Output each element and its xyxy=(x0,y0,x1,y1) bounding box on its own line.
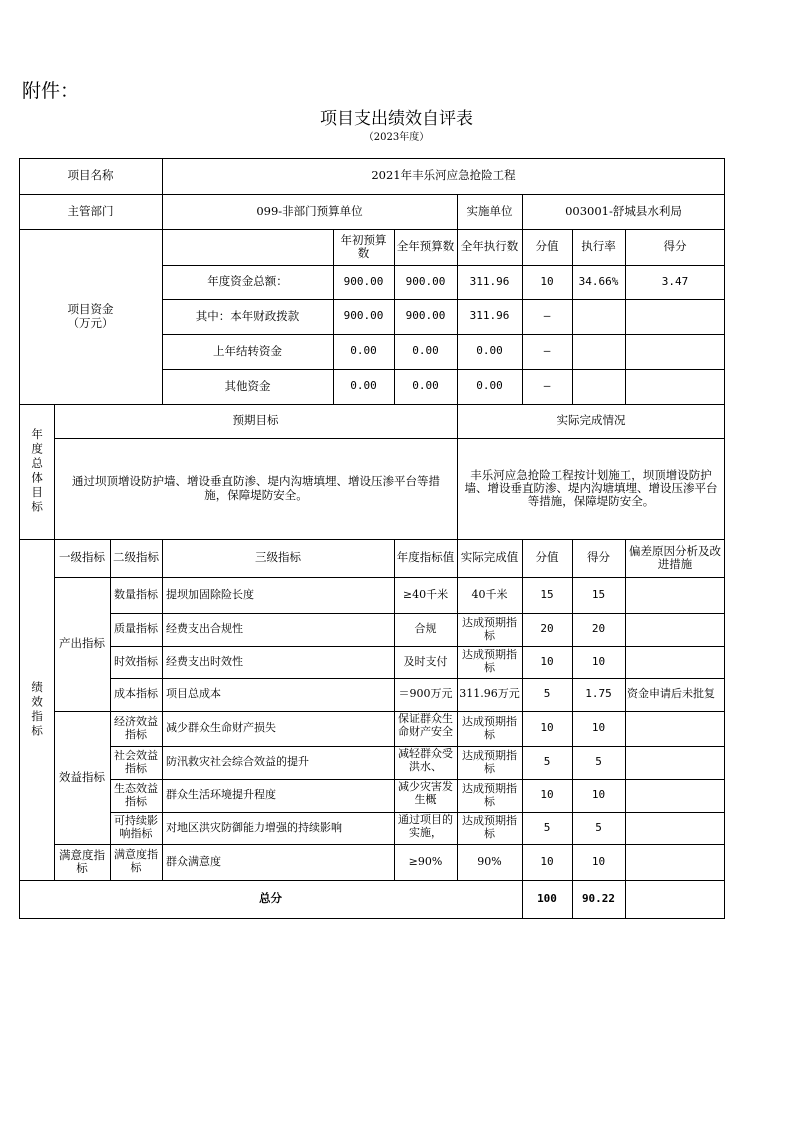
goals-label: 年度总体目标 xyxy=(30,428,45,515)
perf-header-target: 年度指标值 xyxy=(396,550,455,565)
funds-row-rate xyxy=(572,299,625,334)
perf-row-value: 10 xyxy=(540,654,554,668)
perf-row-value: 20 xyxy=(540,622,554,636)
funds-header-initial: 年初预算数 xyxy=(340,232,387,260)
funds-row-annual: 0.00 xyxy=(412,344,439,358)
perf-row-actual: 达成预期指标 xyxy=(462,615,517,642)
perf-row-actual: 达成预期指标 xyxy=(462,814,517,840)
funds-row-executed: 0.00 xyxy=(476,344,503,358)
funds-row-score-value: — xyxy=(543,309,551,323)
perf-row-deviation xyxy=(625,711,725,746)
perf-row-level2: 可持续影响指标 xyxy=(114,814,158,840)
perf-row-score: 10 xyxy=(591,788,606,802)
goals-expected-text: 通过坝顶增设防护墙、增设垂直防渗、堤内沟塘填埋、增设压渗平台等措施，保障堤防安全。 xyxy=(72,474,440,502)
total-value: 100 xyxy=(537,891,557,905)
perf-row-level2: 生态效益指标 xyxy=(114,781,158,808)
funds-row-rate: 34.66% xyxy=(578,274,619,288)
perf-row-target: 及时支付 xyxy=(403,654,448,668)
perf-row-score: 5 xyxy=(595,755,602,769)
perf-row-level3: 减少群众生命财产损失 xyxy=(166,721,276,735)
perf-row-score: 10 xyxy=(591,721,606,735)
attachment-label: 附件： xyxy=(22,80,80,102)
perf-level1-benefit: 效益指标 xyxy=(59,769,105,784)
perf-row-level2: 成本指标 xyxy=(114,687,158,701)
impl-label: 实施单位 xyxy=(466,203,513,218)
perf-row-deviation xyxy=(625,779,725,812)
perf-row-actual: 达成预期指标 xyxy=(462,714,517,741)
perf-row-deviation xyxy=(625,577,725,613)
funds-header-score-value: 分值 xyxy=(535,239,559,254)
perf-row-level2: 时效指标 xyxy=(114,654,158,668)
funds-row-executed: 311.96 xyxy=(469,274,510,288)
funds-row-score-value: 10 xyxy=(540,274,554,288)
funds-row-rate xyxy=(572,369,625,404)
perf-row-score: 10 xyxy=(591,654,606,668)
funds-row-score xyxy=(625,334,725,369)
perf-row-deviation xyxy=(625,646,725,678)
funds-label-line2: （万元） xyxy=(67,315,114,330)
funds-row-executed: 311.96 xyxy=(469,309,510,323)
perf-row-actual: 90% xyxy=(477,854,502,868)
funds-header-rate: 执行率 xyxy=(581,239,616,254)
perf-row-level3: 防汛救灾社会综合效益的提升 xyxy=(166,755,309,769)
perf-row-level3: 经费支出合规性 xyxy=(166,622,243,636)
total-label: 总分 xyxy=(259,891,282,906)
perf-row-level2: 数量指标 xyxy=(114,587,158,601)
perf-row-deviation xyxy=(625,812,725,844)
funds-label xyxy=(19,229,162,404)
project-name-label: 项目名称 xyxy=(67,168,114,183)
perf-row-deviation xyxy=(625,844,725,880)
perf-header-actual: 实际完成值 xyxy=(460,550,519,565)
funds-row-initial: 0.00 xyxy=(350,344,377,358)
funds-row-label: 其他资金 xyxy=(224,378,271,393)
perf-row-deviation xyxy=(625,746,725,779)
dept-value: 099-非部门预算单位 xyxy=(256,203,363,218)
perf-row-value: 5 xyxy=(543,755,551,769)
perf-row-level3: 群众生活环境提升程度 xyxy=(166,788,276,802)
funds-row-score-value: — xyxy=(543,379,551,393)
performance-label: 绩效指标 xyxy=(30,680,45,739)
perf-row-score: 1.75 xyxy=(585,687,612,701)
funds-row-annual: 900.00 xyxy=(405,309,446,323)
funds-row-score xyxy=(625,369,725,404)
perf-row-level2: 社会效益指标 xyxy=(114,748,158,775)
funds-row-score xyxy=(625,299,725,334)
perf-level1-output: 产出指标 xyxy=(59,636,105,651)
goals-actual-text: 丰乐河应急抢险工程按计划施工，坝顶增设防护墙、增设垂直防渗、堤内沟塘填埋、增设压渗平台等措施，保障堤防安全。 xyxy=(464,467,718,509)
funds-row-label: 其中：本年财政拨款 xyxy=(195,308,300,323)
funds-row-initial: 900.00 xyxy=(343,309,384,323)
funds-row-annual: 900.00 xyxy=(405,274,446,288)
perf-header-score: 得分 xyxy=(587,550,610,565)
funds-row-rate xyxy=(572,334,625,369)
perf-row-score: 5 xyxy=(595,820,602,834)
perf-row-actual: 达成预期指标 xyxy=(462,748,517,775)
perf-row-score: 20 xyxy=(591,622,606,636)
perf-row-value: 10 xyxy=(540,721,554,735)
perf-row-target: ≥90% xyxy=(408,854,443,868)
perf-row-level3: 提坝加固除险长度 xyxy=(166,587,254,601)
perf-row-level2: 质量指标 xyxy=(114,622,158,636)
perf-row-value: 15 xyxy=(540,587,554,601)
perf-row-value: 5 xyxy=(543,820,551,834)
perf-row-actual: 达成预期指标 xyxy=(462,648,517,674)
funds-row-label: 年度资金总额： xyxy=(207,274,288,289)
total-score: 90.22 xyxy=(581,891,616,905)
perf-row-deviation xyxy=(625,613,725,646)
perf-row-level2: 经济效益指标 xyxy=(114,714,158,741)
funds-label-line1: 项目资金 xyxy=(67,302,114,317)
funds-row-label: 上年结转资金 xyxy=(213,343,282,358)
perf-row-level3: 群众满意度 xyxy=(166,854,221,868)
funds-header-executed: 全年执行数 xyxy=(460,239,519,254)
perf-row-target: 减轻群众受洪水、 xyxy=(398,747,453,773)
funds-row-score-value: — xyxy=(543,344,551,358)
funds-row-executed: 0.00 xyxy=(476,379,503,393)
funds-header-score: 得分 xyxy=(663,239,687,254)
impl-value: 003001-舒城县水利局 xyxy=(565,203,682,218)
perf-row-target: 通过项目的实施， xyxy=(398,813,453,839)
perf-header-deviation: 偏差原因分析及改进措施 xyxy=(629,543,721,571)
perf-row-actual: 40千米 xyxy=(471,587,508,601)
perf-row-target: ＝900万元 xyxy=(398,687,453,701)
perf-row-level3: 项目总成本 xyxy=(166,687,221,701)
perf-row-level3: 经费支出时效性 xyxy=(166,654,243,668)
dept-label: 主管部门 xyxy=(67,203,114,218)
perf-row-actual: 达成预期指标 xyxy=(462,781,517,808)
perf-row-score: 15 xyxy=(591,587,606,601)
perf-header-level1: 一级指标 xyxy=(59,550,105,565)
perf-row-target: 合规 xyxy=(414,622,437,636)
goals-expected-header: 预期目标 xyxy=(232,413,279,428)
funds-row-annual: 0.00 xyxy=(412,379,439,393)
perf-row-value: 10 xyxy=(540,854,554,868)
funds-header-annual: 全年预算数 xyxy=(396,239,455,254)
perf-level1-satisfaction: 满意度指标 xyxy=(59,847,105,875)
report-year: （2023年度） xyxy=(363,132,430,143)
funds-row-initial: 900.00 xyxy=(343,274,384,288)
perf-row-value: 5 xyxy=(543,687,551,701)
perf-row-target: 减少灾害发生概 xyxy=(398,780,453,806)
perf-row-level2: 满意度指标 xyxy=(114,848,158,874)
perf-row-value: 10 xyxy=(540,788,554,802)
perf-row-target: ≥40千米 xyxy=(402,587,449,601)
perf-header-level3: 三级指标 xyxy=(255,550,301,565)
project-name-value: 2021年丰乐河应急抢险工程 xyxy=(371,168,516,183)
perf-header-level2: 二级指标 xyxy=(113,550,159,565)
funds-row-initial: 0.00 xyxy=(350,379,377,393)
perf-row-score: 10 xyxy=(591,854,606,868)
perf-row-actual: 311.96万元 xyxy=(459,687,520,701)
page-title: 项目支出绩效自评表 xyxy=(320,109,473,129)
perf-row-target: 保证群众生命财产安全 xyxy=(398,712,453,738)
goals-actual-header: 实际完成情况 xyxy=(556,413,626,428)
perf-header-value: 分值 xyxy=(535,550,559,565)
perf-row-level3: 对地区洪灾防御能力增强的持续影响 xyxy=(166,820,342,834)
perf-row-deviation: 资金申请后未批复 xyxy=(627,687,715,701)
funds-row-score: 3.47 xyxy=(661,274,689,288)
